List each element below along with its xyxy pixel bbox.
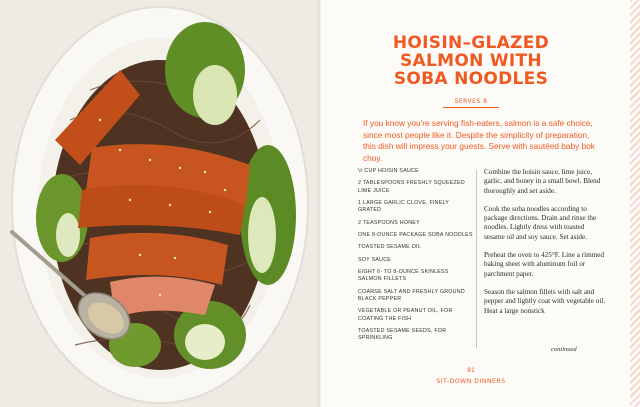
page-edge-pattern — [630, 0, 640, 407]
method-step: Combine the hoisin sauce, lime juice, garlic, and honey in a small bowl. Blend thoroughly and set aside. — [484, 168, 601, 195]
ingredient-item: TOASTED SESAME SEEDS, FOR SPRINKLING — [358, 327, 447, 342]
method-step: Preheat the oven to 425°F. Line a rimmed baking sheet with aluminum foil or parchment paper. — [484, 251, 605, 278]
continued-note: continued — [551, 346, 577, 353]
method-step: Season the salmon fillets with salt and pepper and lightly coat with vegetable oil. Heat a large nonstick — [484, 287, 606, 315]
section-name: SIT-DOWN DINNERS — [436, 378, 506, 385]
recipe-title — [321, 34, 621, 88]
serves-label: SERVES 8 — [454, 98, 488, 105]
column-divider — [476, 170, 477, 348]
recipe-page — [321, 0, 640, 407]
ingredient-item: ONE 8-OUNCE PACKAGE SOBA NOODLES — [358, 231, 473, 238]
method-step: Cook the soba noodles according to package directions. Drain and rinse the noodles. Lightly dress with toasted sesame oil and soy sauce. Set aside. — [484, 204, 597, 241]
ingredient-item: VEGETABLE OR PEANUT OIL, FOR COATING THE FISH — [358, 308, 453, 322]
title-line: SOBA NOODLES — [393, 69, 549, 89]
ingredient-item: 1 LARGE GARLIC CLOVE, FINELY GRATED — [358, 199, 449, 214]
ingredient-item: SOY SAUCE — [358, 256, 392, 263]
title-line: HOISIN–GLAZED — [392, 33, 550, 53]
recipe-intro: If you know you're serving fish-eaters, salmon is a safe choice, since most people like it. Despite the simplicity of preparation, this dish will impress your guests. Serve with sautéed baby bok choy. — [363, 118, 595, 163]
ingredient-list — [358, 168, 473, 348]
recipe-photo — [0, 0, 318, 407]
ingredient-item: EIGHT 6- TO 8-OUNCE SKINLESS SALMON FILLETS — [358, 269, 449, 283]
ingredient-item: 2 TABLESPOONS FRESHLY SQUEEZED LIME JUICE — [358, 180, 465, 194]
ingredient-item: COARSE SALT AND FRESHLY GROUND BLACK PEPPER — [358, 288, 465, 302]
salmon-dish-illustration — [0, 0, 318, 407]
page-number: 81 — [467, 367, 475, 374]
serves-underline — [443, 107, 499, 108]
ingredient-item: TOASTED SESAME OIL — [358, 244, 421, 251]
title-line: SALMON WITH — [400, 51, 542, 71]
ingredient-item: ½ CUP HOISIN SAUCE — [358, 168, 419, 174]
method-steps — [484, 168, 606, 325]
ingredient-item: 2 TEASPOONS HONEY — [358, 219, 420, 226]
